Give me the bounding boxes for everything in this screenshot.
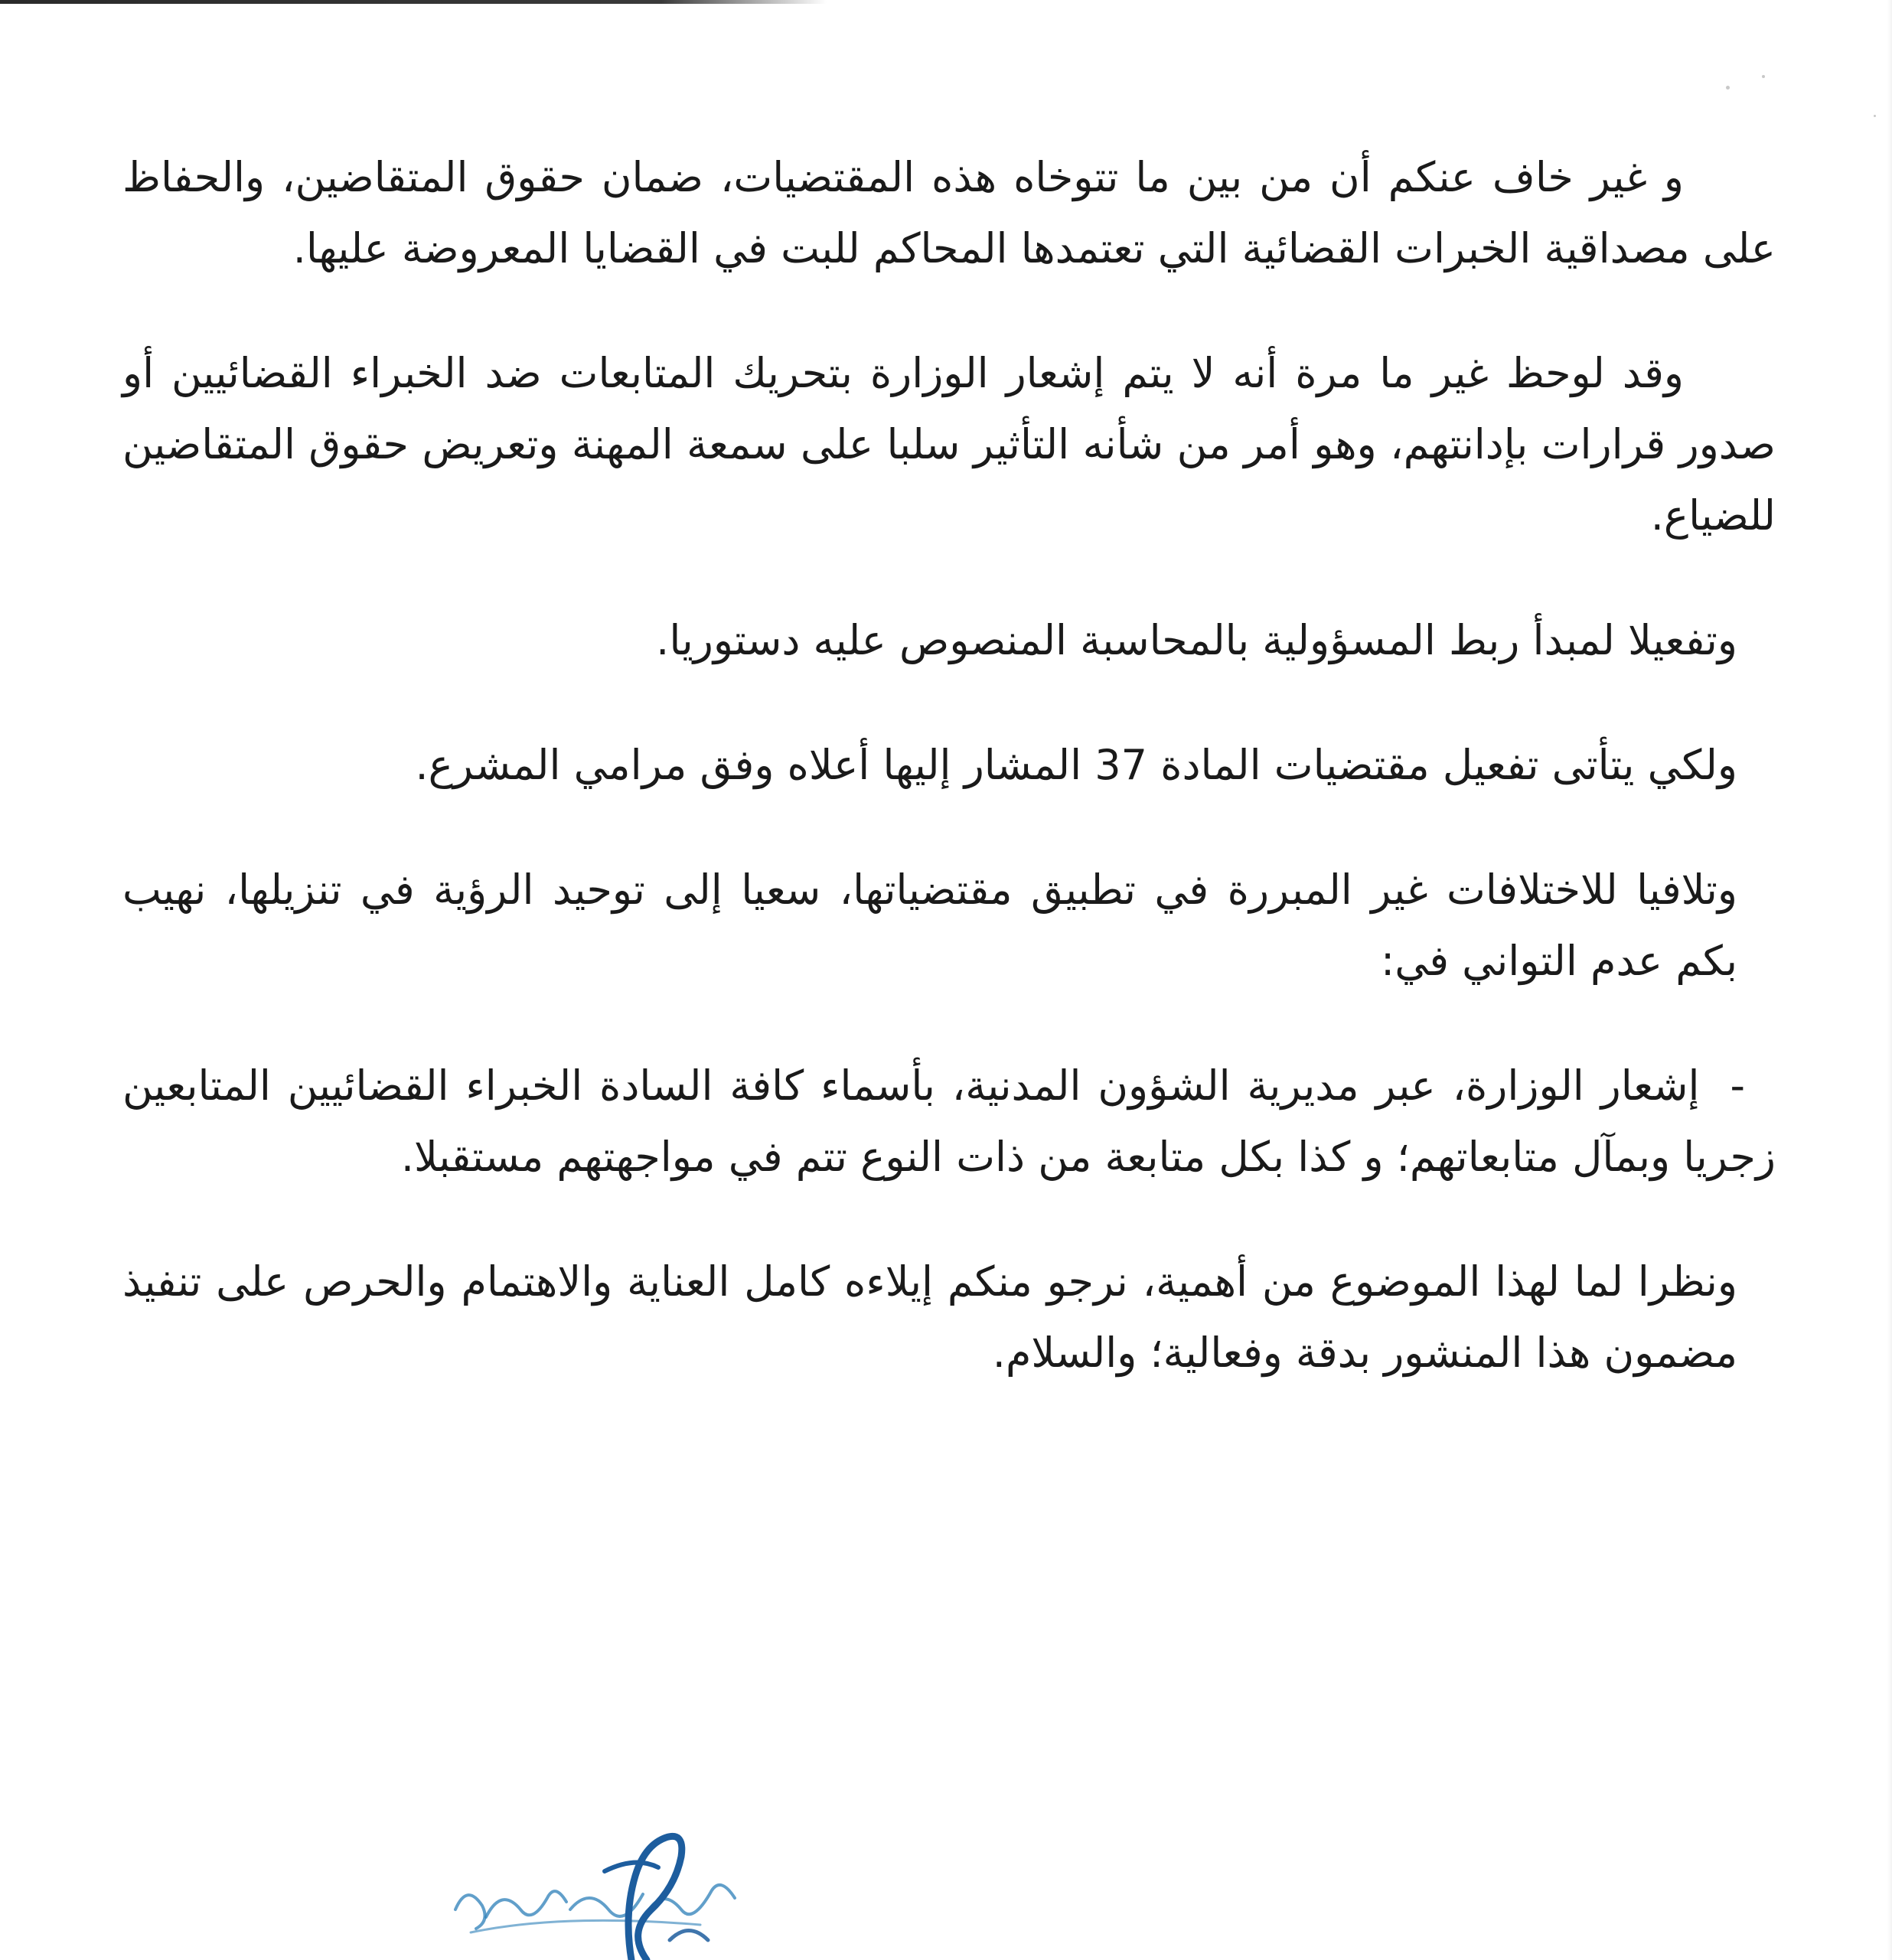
paragraph-text: إشعار الوزارة، عبر مديرية الشؤون المدنية، بأسماء كافة السادة الخبراء القضائيين المتابعين زجريا وبمآل متابعاتهم؛ و كذا بكل متابعة من ذات النوع تتم في مواجهتهم مستقبلا. bbox=[122, 1062, 1776, 1181]
paragraph-text: وقد لوحظ غير ما مرة أنه لا يتم إشعار الوزارة بتحريك المتابعات ضد الخبراء القضائيين أو صدور قرارات بإدانتهم، وهو أمر من شأنه التأثير سلبا على سمعة المهنة وتعريض حقوق المتقاضين للضياع. bbox=[122, 349, 1776, 540]
paragraph-closing bbox=[122, 1246, 1776, 1388]
bullet-dash: - bbox=[1730, 1062, 1745, 1110]
paragraph-text: ولكي يتأتى تفعيل مقتضيات المادة 37 المشار إليها أعلاه وفق مرامي المشرع. bbox=[415, 741, 1737, 789]
paragraph-article-37 bbox=[122, 729, 1776, 801]
bullet-text-wrapper bbox=[122, 1050, 1776, 1192]
page-right-shadow bbox=[1887, 0, 1892, 1960]
paragraph-not-notified bbox=[122, 338, 1776, 551]
paragraph-guarantee-rights bbox=[122, 142, 1776, 284]
document-body bbox=[122, 142, 1776, 1442]
paragraph-text: وتفعيلا لمبدأ ربط المسؤولية بالمحاسبة المنصوص عليه دستوريا. bbox=[656, 616, 1737, 664]
paragraph-avoid-differences bbox=[122, 854, 1776, 996]
scan-speck bbox=[1726, 86, 1730, 90]
paragraph-accountability bbox=[122, 605, 1776, 676]
signature-stamp-icon bbox=[440, 1825, 769, 1960]
bullet-item-notify-ministry bbox=[122, 1050, 1776, 1192]
paragraph-text: و غير خاف عنكم أن من بين ما تتوخاه هذه المقتضيات، ضمان حقوق المتقاضين، والحفاظ على مصداقية الخبرات القضائية التي تعتمدها المحاكم للبت في القضايا المعروضة عليها. bbox=[122, 153, 1776, 272]
scan-speck bbox=[1762, 75, 1765, 78]
paragraph-text: ونظرا لما لهذا الموضوع من أهمية، نرجو منكم إيلاءه كامل العناية والاهتمام والحرص على تنفيذ مضمون هذا المنشور بدقة وفعالية؛ والسلام. bbox=[122, 1257, 1737, 1377]
scan-speck bbox=[1874, 115, 1876, 117]
scan-top-edge bbox=[0, 0, 827, 4]
paragraph-text: وتلافيا للاختلافات غير المبررة في تطبيق مقتضياتها، سعيا إلى توحيد الرؤية في تنزيلها، نهيب بكم عدم التواني في: bbox=[122, 866, 1737, 985]
